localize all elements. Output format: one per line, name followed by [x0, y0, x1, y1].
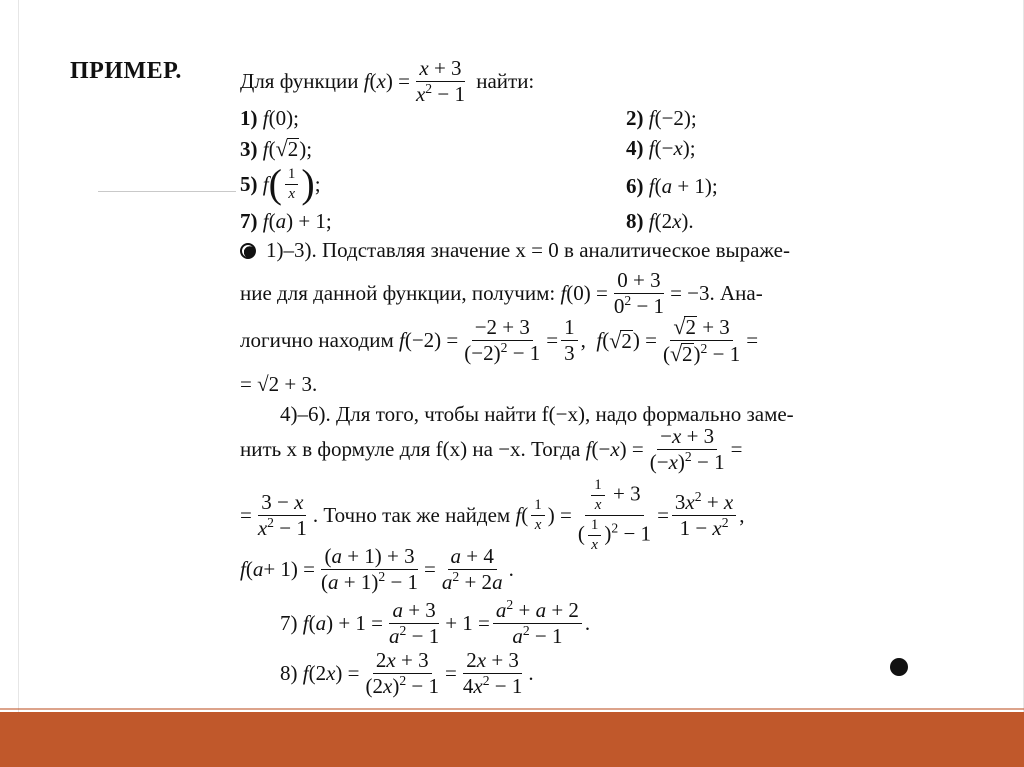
solution-line-9: 7) f ( a ) + 1 = $\frac{a + 3}{a^2 - 1}$ + 1 = $\frac{a^2 + a + 2}{a^2 - 1}$ .	[280, 597, 591, 648]
task-7: 7) f ( a ) + 1;	[240, 209, 332, 233]
solution-line-3: логично находим f (−2) = $\frac{-2 + 3}{(-2)^2 - 1}$ = $\frac{1}{3}$ , f ( √ 2 ) = √ 2 + 3 ( √ 2 )$^2$ − 1 =	[240, 314, 759, 367]
solution-bullet-icon	[240, 243, 256, 259]
solution-line-10: 8) f (2 x ) = $\frac{2x + 3}{(2x)^2 - 1}$ = $\frac{2x + 3}{4x^2 - 1}$ .	[280, 648, 534, 698]
solution-line-4: = √2 + 3.	[240, 372, 318, 396]
solution-line-7: = $\frac{3 - x}{x^2 - 1}$ . Точно так же найдем f ( $\frac{1}{x}$ ) = $\frac{1}{x}$ + 3 ( $\frac{1}{x}$ )$^2$ − 1 = $\frac{3x^2 + x}{1 - x^2}$ ,	[240, 477, 745, 553]
footer-accent-line	[0, 708, 1024, 710]
solution-line-2: ние для данной функции, получим: f (0) = $\frac{0 + 3}{0^2 - 1}$ = −3. Ана-	[240, 268, 763, 318]
task-3: 3) f ( √ 2 );	[240, 136, 313, 161]
task-1: 1) f (0);	[240, 106, 299, 130]
divider	[98, 191, 236, 192]
end-bullet-icon	[890, 658, 908, 676]
footer-bar	[0, 712, 1024, 767]
solution-line-6: нить x в формуле для f(x) на −x. Тогда f (− x ) = $\frac{-x + 3}{(-x)^2 - 1}$ =	[240, 424, 743, 474]
task-4: 4) f(−x);	[626, 136, 696, 160]
solution-line-8: f ( a + 1) = $\frac{(a + 1) + 3}{(a + 1)^2 - 1}$ = $\frac{a + 4}{a^2 + 2a}$ .	[240, 544, 514, 594]
task-2: 2) f(−2);	[626, 106, 697, 130]
solution-line-1: 1)–3). Подставляя значение x = 0 в аналитическое выраже-	[240, 240, 790, 261]
task-8: 8) f(2x).	[626, 209, 694, 233]
intro-lead: Для функции	[240, 69, 359, 93]
task-5: 5) f ( $\frac{1}{x}$ ) ;	[240, 161, 321, 206]
slide-title: ПРИМЕР.	[70, 58, 182, 84]
intro-tail: найти:	[476, 69, 535, 93]
task-6: 6) f(a + 1);	[626, 174, 718, 198]
intro-line: Для функции f ( x ) = $\frac{x + 3}{x^2 - 1}$ найти:	[240, 56, 535, 106]
solution-line-5: 4)–6). Для того, чтобы найти f(−x), надо формально заме-	[280, 402, 794, 426]
